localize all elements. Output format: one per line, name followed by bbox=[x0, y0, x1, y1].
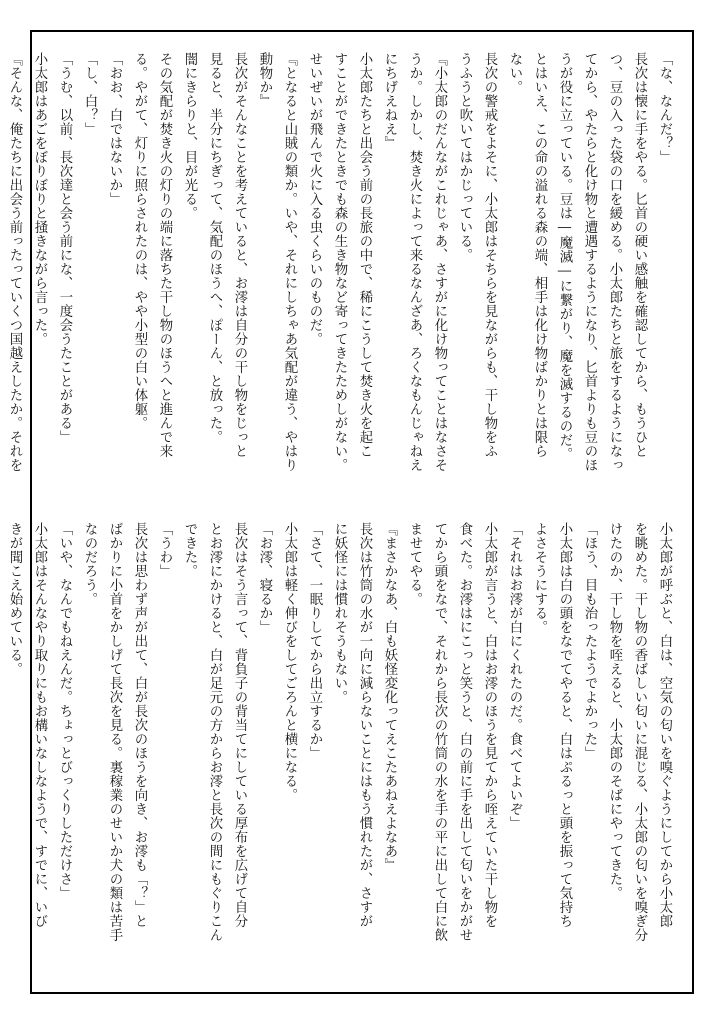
text-column: に妖怪には慣れそうもない。 bbox=[332, 522, 347, 704]
text-column: とはいえ、この命の溢れる森の端、相手は化け物ばかりとは限ら bbox=[532, 52, 547, 458]
text-column: 小太郎が言うと、白はお澪のほうを見てから咥えていた干し物を bbox=[482, 522, 497, 928]
text-column: 『となると山賊の類か。いや、それにしちゃあ気配が違う、やはり bbox=[282, 52, 297, 472]
text-column: けたのか、干し物を咥えると、小太郎のそばにやってきた。 bbox=[607, 522, 622, 900]
text-column: てから頭をなで、それから長次の竹筒の水を手の平に出して白に飲 bbox=[432, 522, 447, 942]
text-column: せいぜいが飛んで火に入る虫くらいのものだ。 bbox=[307, 52, 322, 346]
text-column: 小太郎たちと出会う前の長旅の中で、稀にこうして焚き火を起こ bbox=[357, 52, 372, 458]
text-column: にちげえねえ』 bbox=[382, 52, 397, 150]
text-column: 長次は竹筒の水が一向に減らないことにはもう慣れたが、さすが bbox=[357, 522, 372, 928]
text-column: 「うわ」 bbox=[157, 522, 172, 578]
text-column: ない。 bbox=[507, 52, 522, 94]
text-column: 『小太郎のだんながこれじゃあ、さすがに化け物ってことはなさそ bbox=[432, 52, 447, 472]
text-column: 食べた。お澪はにこっと笑うと、白の前に手を出して匂いをかがせ bbox=[457, 522, 472, 942]
page-frame bbox=[7, 30, 694, 994]
text-column: きが聞こえ始めている。 bbox=[7, 522, 22, 676]
text-column: 小太郎は軽く伸びをしてごろんと横になる。 bbox=[282, 522, 297, 802]
text-column: 小太郎はあごをぼりぼりと掻きながら言った。 bbox=[32, 52, 47, 346]
text-column: その気配が焚き火の灯りの端に落ちた干し物のほうへと進んで来 bbox=[157, 52, 172, 458]
text-column: つ、豆の入った袋の口を緩める。小太郎たちと旅をするようになっ bbox=[607, 52, 622, 472]
text-column: 「お澪、寝るか」 bbox=[257, 522, 272, 634]
text-column: すことができたときでも森の生き物など寄ってきたためしがない。 bbox=[332, 52, 347, 472]
text-column: 「な、なんだ？」 bbox=[657, 52, 672, 164]
text-column: 「さて、一眠りしてから出立するか」 bbox=[307, 522, 322, 760]
text-column: 「いや、なんでもねえんだ。ちょっとびっくりしただけさ」 bbox=[57, 522, 72, 900]
text-column: 動物か』 bbox=[257, 52, 272, 108]
text-column: よさそうにする。 bbox=[532, 522, 547, 634]
bottom-text-block bbox=[0, 522, 674, 962]
text-column: 『そんな、俺たちに出会う前ったっていくつ国越えしたか。それを bbox=[7, 52, 22, 472]
text-column: 長次がそんなことを考えていると、お澪は自分の干し物をじっと bbox=[232, 52, 247, 458]
text-column: を眺めた。干し物の香ばしい匂いに混じる、小太郎の匂いを嗅ぎ分 bbox=[632, 522, 647, 942]
text-column: 長次は懐に手をやる。匕首の硬い感触を確認してから、もうひと bbox=[632, 52, 647, 458]
text-column: 長次は思わず声が出て、白が長次のほうを向き、お澪も「？」と bbox=[132, 522, 147, 928]
text-column: とお澪にかけると、白が足元の方からお澪と長次の間にもぐりこん bbox=[207, 522, 222, 942]
text-column: 「うむ、以前、長次達と会う前にな、一度会うたことがある」 bbox=[57, 52, 72, 444]
text-column: できた。 bbox=[182, 522, 197, 578]
text-column: 長次の警戒をよそに、小太郎はそちらを見ながらも、干し物をふ bbox=[482, 52, 497, 458]
text-column: うか。しかし、焚き火によって来るなんざあ、ろくなもんじゃねえ bbox=[407, 52, 422, 472]
text-column: 『まさかなあ、白も妖怪変化ってえこたあねえよなあ』 bbox=[382, 522, 397, 872]
text-column: 闇にきらりと、目が光る。 bbox=[182, 52, 197, 220]
text-column: 長次はそう言って、背負子の背当てにしている厚布を広げて自分 bbox=[232, 522, 247, 928]
text-column: ませてやる。 bbox=[407, 522, 422, 606]
text-column: 小太郎が呼ぶと、白は、空気の匂いを嗅ぐようにしてから小太郎 bbox=[657, 522, 672, 928]
text-column: 「ほう、目も治ったようでよかった」 bbox=[582, 522, 597, 760]
text-column: 「おお、白ではないか」 bbox=[107, 52, 122, 206]
text-column: ばかりに小首をかしげて長次を見る。裏稼業のせいか犬の類は苦手 bbox=[107, 522, 122, 942]
text-column: 小太郎はそんなやり取りにもお構いなしなようで、すでに、いび bbox=[32, 522, 47, 928]
text-column: 見ると、半分にちぎって、気配のほうへ、ぽーん、と放った。 bbox=[207, 52, 222, 444]
text-column: てから、やたらと化け物と遭遇するようになり、匕首よりも豆のほ bbox=[582, 52, 597, 472]
text-column: る。やがて、灯りに照らされたのは、やや小型の白い体躯。 bbox=[132, 52, 147, 430]
top-text-block bbox=[0, 52, 674, 492]
text-column: 「し、白？」 bbox=[82, 52, 97, 136]
text-column: うふうと吹いてはかじっている。 bbox=[457, 52, 472, 262]
text-column: なのだろう。 bbox=[82, 522, 97, 606]
text-column: 小太郎は白の頭をなでてやると、白はぷるっと頭を振って気持ち bbox=[557, 522, 572, 928]
text-column: うが役に立っている。豆は―魔滅―に繋がり、魔を滅するのだ。 bbox=[557, 52, 572, 462]
text-column: 「それはお澪が白にくれたのだ。食べてよいぞ」 bbox=[507, 522, 522, 830]
